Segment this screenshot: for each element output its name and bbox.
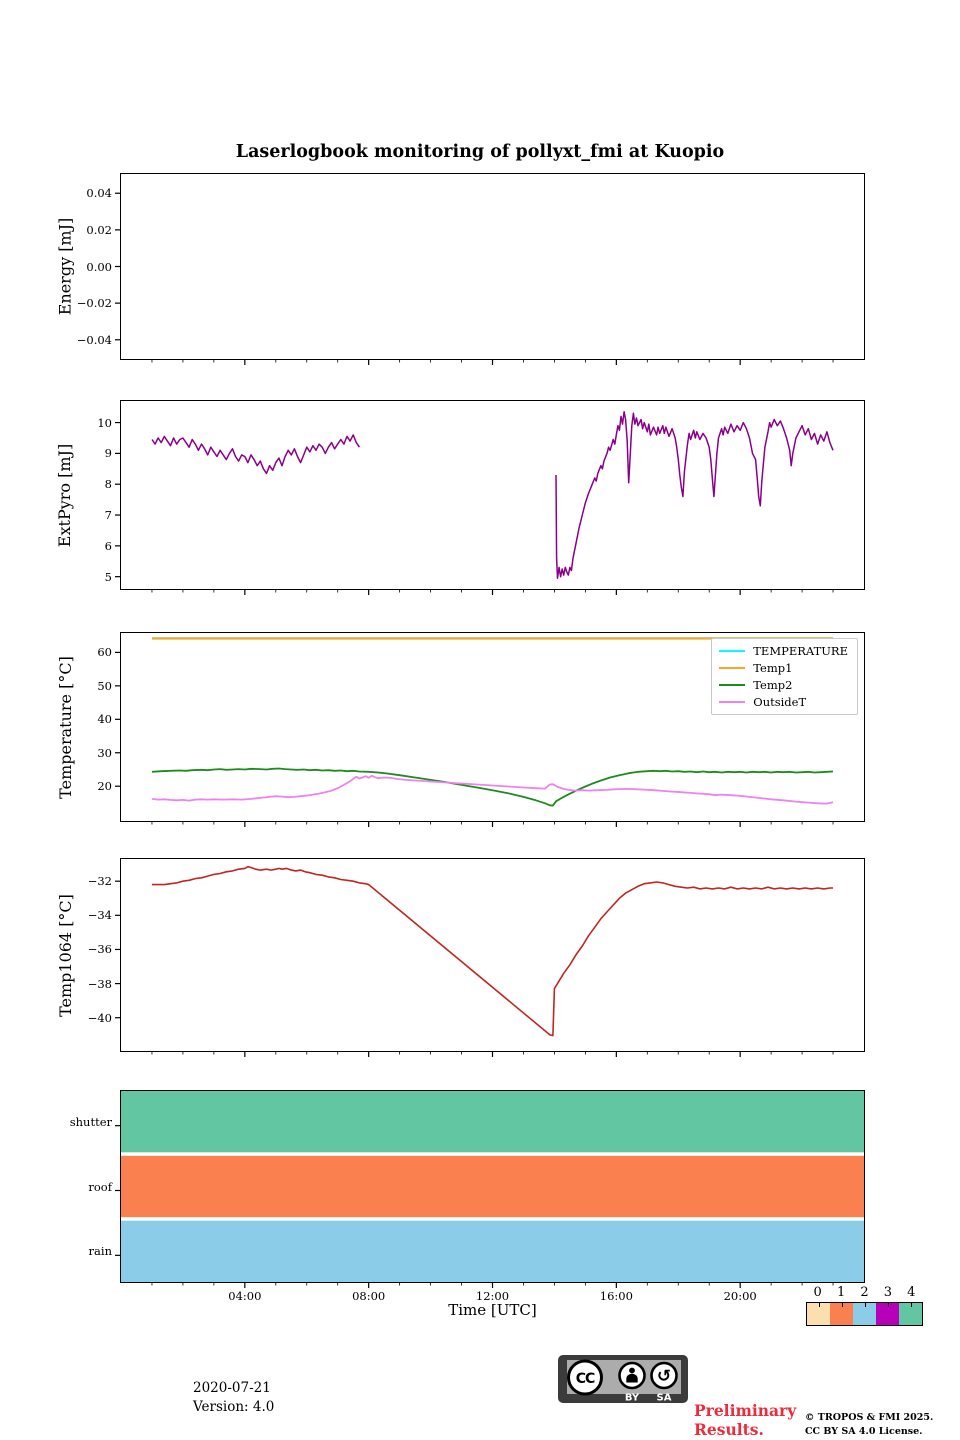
extpyro-axis-label: ExtPyro [mJ] bbox=[55, 443, 75, 547]
svg-text:↺: ↺ bbox=[656, 1366, 672, 1387]
status-category-label: rain bbox=[88, 1244, 112, 1259]
status-category-label: roof bbox=[88, 1179, 112, 1194]
y-tick-label: −0.04 bbox=[76, 332, 112, 347]
colorbar-segment-0 bbox=[807, 1303, 830, 1325]
colorbar-tick-label: 4 bbox=[907, 1285, 916, 1300]
x-tick-label: 04:00 bbox=[228, 1289, 262, 1303]
cc-by-sa-license-logo bbox=[558, 1355, 688, 1403]
date-text: 2020-07-21 bbox=[193, 1380, 271, 1396]
series-Temp2 bbox=[152, 769, 833, 806]
temperature-axis-label: Temperature [°C] bbox=[55, 655, 75, 799]
colorbar-tick-mark bbox=[819, 1303, 820, 1307]
y-tick-label: 20 bbox=[97, 779, 112, 794]
x-tick-label: 08:00 bbox=[352, 1289, 386, 1303]
colorbar-tick-label: 2 bbox=[860, 1285, 869, 1300]
status-bar-shutter bbox=[121, 1091, 864, 1152]
temp1064-panel bbox=[87, 858, 865, 1052]
sa-label: SA bbox=[656, 1392, 672, 1403]
figure-title: Laserlogbook monitoring of pollyxt_fmi at Kuopio bbox=[235, 142, 725, 162]
y-tick-label: 0.04 bbox=[86, 186, 112, 201]
colorbar-tick-label: 0 bbox=[813, 1285, 822, 1300]
legend-swatch bbox=[719, 701, 745, 703]
energy-plot-area bbox=[121, 174, 864, 359]
y-tick-label: 40 bbox=[97, 712, 112, 727]
legend-swatch bbox=[719, 667, 745, 669]
extpyro-panel bbox=[97, 400, 865, 590]
x-tick-label: 16:00 bbox=[599, 1289, 633, 1303]
legend-swatch bbox=[719, 650, 745, 652]
status-plot-area bbox=[121, 1091, 864, 1282]
y-tick-label: 50 bbox=[97, 678, 112, 693]
temp1064-plot-area bbox=[121, 859, 864, 1051]
y-tick-label: 0.02 bbox=[86, 222, 112, 237]
temp1064-axis-label: Temp1064 [°C] bbox=[55, 893, 75, 1017]
y-tick-label: 9 bbox=[104, 446, 112, 461]
version-text: Version: 4.0 bbox=[193, 1399, 275, 1415]
date-version-block bbox=[193, 1379, 274, 1417]
y-tick-label: −32 bbox=[87, 874, 112, 889]
status-category-label: shutter bbox=[69, 1114, 112, 1129]
colorbar-segment-2 bbox=[853, 1303, 876, 1325]
y-tick-label: −0.02 bbox=[76, 296, 112, 311]
y-tick-label: −34 bbox=[87, 908, 112, 923]
y-tick-label: −40 bbox=[87, 1010, 112, 1025]
preliminary-results-note: Preliminary Results. bbox=[694, 1401, 797, 1439]
x-tick-label: 20:00 bbox=[723, 1289, 757, 1303]
colorbar-tick-mark bbox=[865, 1303, 866, 1307]
copyright-note: © TROPOS & FMI 2025. CC BY SA 4.0 License. bbox=[805, 1412, 934, 1437]
legend-entry bbox=[719, 678, 848, 692]
extpyro-plot-area bbox=[121, 401, 864, 589]
y-tick-label: 8 bbox=[104, 477, 112, 492]
energy-panel bbox=[76, 173, 865, 360]
y-tick-label: 0.00 bbox=[86, 259, 112, 274]
colorbar-tick-label: 3 bbox=[883, 1285, 893, 1300]
legend-entry bbox=[719, 695, 848, 709]
cc-letters: CC bbox=[575, 1371, 595, 1387]
y-tick-label: −36 bbox=[87, 942, 112, 957]
x-tick-label: 12:00 bbox=[475, 1289, 510, 1303]
status-panel bbox=[69, 1090, 865, 1303]
temperature-panel bbox=[97, 632, 865, 822]
series-ExtPyro bbox=[556, 412, 833, 578]
y-tick-label: −38 bbox=[87, 976, 112, 991]
colorbar-segment-4 bbox=[899, 1303, 922, 1325]
legend-label: Temp2 bbox=[753, 678, 793, 692]
y-tick-label: 5 bbox=[104, 569, 112, 584]
status-bar-rain bbox=[121, 1221, 864, 1282]
y-tick-label: 30 bbox=[97, 745, 112, 760]
y-tick-label: 10 bbox=[97, 415, 112, 430]
legend-swatch bbox=[719, 684, 745, 686]
legend-label: Temp1 bbox=[753, 661, 793, 675]
y-tick-label: 6 bbox=[104, 538, 112, 553]
colorbar-tick-mark bbox=[842, 1303, 843, 1307]
y-tick-label: 60 bbox=[97, 645, 112, 660]
series-ExtPyro bbox=[152, 435, 359, 474]
legend-label: TEMPERATURE bbox=[753, 644, 848, 658]
energy-axis-label: Energy [mJ] bbox=[55, 217, 75, 316]
colorbar-tick-mark bbox=[911, 1303, 912, 1307]
legend-entry bbox=[719, 661, 848, 675]
colorbar-segment-3 bbox=[876, 1303, 899, 1325]
status-bar-roof bbox=[121, 1156, 864, 1217]
legend-label: OutsideT bbox=[753, 695, 807, 709]
time-axis-label: Time [UTC] bbox=[448, 1301, 537, 1319]
by-label: BY bbox=[624, 1392, 640, 1403]
series-Temp1064 bbox=[152, 867, 833, 1036]
y-tick-label: 7 bbox=[104, 508, 112, 523]
colorbar-tick-mark bbox=[888, 1303, 889, 1307]
status-colorbar bbox=[806, 1302, 923, 1326]
temperature-legend bbox=[711, 638, 858, 715]
colorbar-segment-1 bbox=[830, 1303, 853, 1325]
legend-entry bbox=[719, 644, 848, 658]
colorbar-tick-label: 1 bbox=[836, 1285, 846, 1300]
